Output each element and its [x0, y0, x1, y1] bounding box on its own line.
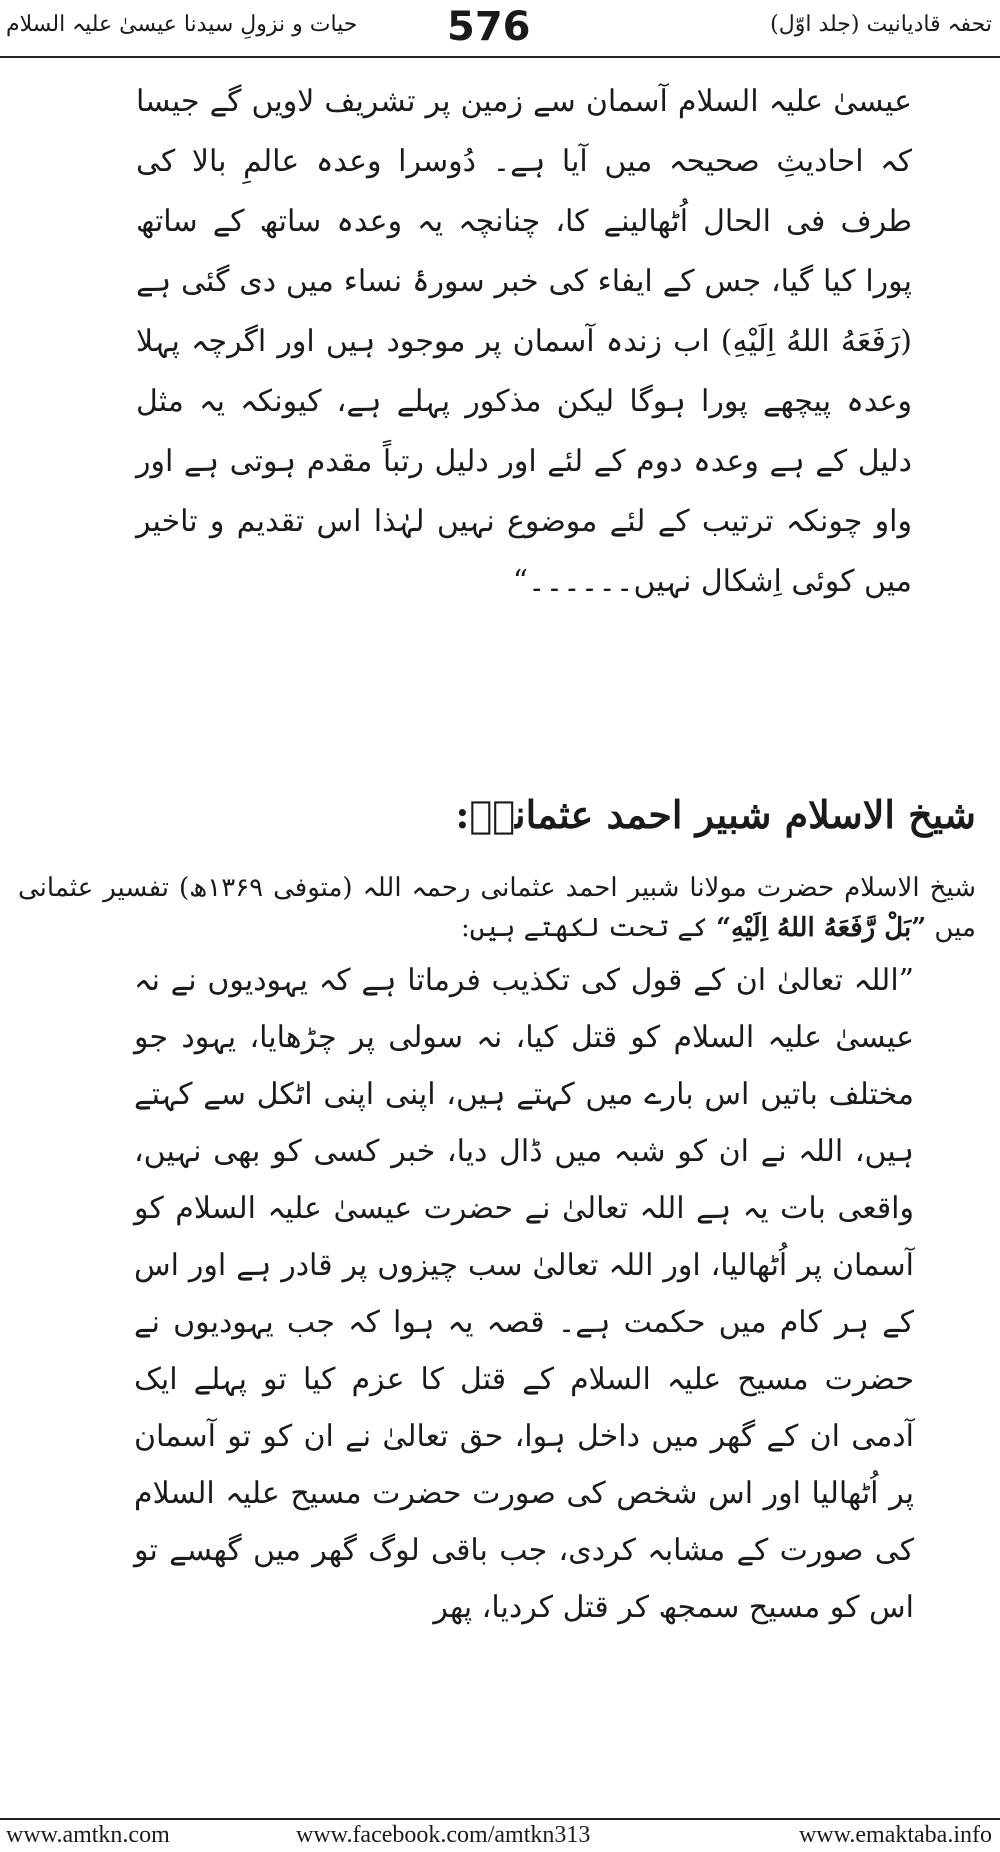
- quoted-paragraph-1: عیسیٰ علیہ السلام آسمان سے زمین پر تشریف لاویں گے جیسا کہ احادیثِ صحیحہ میں آیا ہے۔ دُوسرا وعدہ عالمِ بالا کی طرف فی الحال اُٹھالینے کا، چنانچہ یہ وعدہ ساتھ کے ساتھ پورا کیا گیا، جس کے ایفاء کی خبر سورۂ نساء میں دی گئی ہے (رَفَعَهُ اللهُ اِلَيْهِ) اب زندہ آسمان پر موجود ہیں اور اگرچہ پہلا وعدہ پیچھے پورا ہوگا لیکن مذکور پہلے ہے، کیونکہ یہ مثل دلیل کے ہے وعدہ دوم کے لئے اور دلیل رتباً مقدم ہوتی ہے اور واو چونکہ ترتیب کے لئے موضوع نہیں لہٰذا اس تقدیم و تاخیر میں کوئی اِشکال نہیں۔۔۔۔۔۔“: [136, 84, 912, 599]
- page-header: [0, 0, 1000, 58]
- page-number: 576: [447, 4, 531, 50]
- page-footer: [0, 1818, 1000, 1852]
- intro-tail: کے تحت لکھتے ہیں:: [460, 913, 708, 943]
- section-heading: شیخ الاسلام شبیر احمد عثمانیؒ:: [455, 792, 976, 837]
- footer-link-facebook[interactable]: www.facebook.com/amtkn313: [296, 1822, 591, 1848]
- header-right-title: تحفہ قادیانیت (جلد اوّل): [770, 12, 992, 37]
- intro-paragraph: [18, 868, 976, 948]
- footer-link-emaktaba[interactable]: www.emaktaba.info: [798, 1822, 992, 1848]
- quoted-paragraph-2: ”اللہ تعالیٰ ان کے قول کی تکذیب فرماتا ہے کہ یہودیوں نے نہ عیسیٰ علیہ السلام کو قتل کیا، نہ سولی پر چڑھایا، یہود جو مختلف باتیں اس بارے میں کہتے ہیں، اپنی اپنی اٹکل سے کہتے ہیں، اللہ نے ان کو شبہ میں ڈال دیا، خبر کسی کو بھی نہیں، واقعی بات یہ ہے اللہ تعالیٰ نے حضرت عیسیٰ علیہ السلام کو آسمان پر اُٹھالیا، اور اللہ تعالیٰ سب چیزوں پر قادر ہے اور اس کے ہر کام میں حکمت ہے۔ قصہ یہ ہوا کہ جب یہودیوں نے حضرت مسیح علیہ السلام کے قتل کا عزم کیا تو پہلے ایک آدمی ان کے گھر میں داخل ہوا، حق تعالیٰ نے ان کو تو آسمان پر اُٹھالیا اور اس شخص کی صورت حضرت مسیح علیہ السلام کی صورت کے مشابہ کردی، جب باقی لوگ گھر میں گھسے تو اس کو مسیح سمجھ کر قتل کردیا، پھر: [134, 963, 914, 1625]
- footer-link-amtkn[interactable]: www.amtkn.com: [6, 1822, 170, 1848]
- header-left-title: حیات و نزولِ سیدنا عیسیٰ علیہ السلام: [6, 12, 358, 37]
- intro-text: شیخ الاسلام حضرت مولانا شبیر احمد عثمانی رحمہ اللہ (متوفی ۱۳۶۹ھ) تفسیر عثمانی میں: [18, 873, 977, 943]
- intro-quoted-verse: ”بَلْ رَّفَعَهُ اللهُ اِلَيْهِ“: [716, 913, 927, 943]
